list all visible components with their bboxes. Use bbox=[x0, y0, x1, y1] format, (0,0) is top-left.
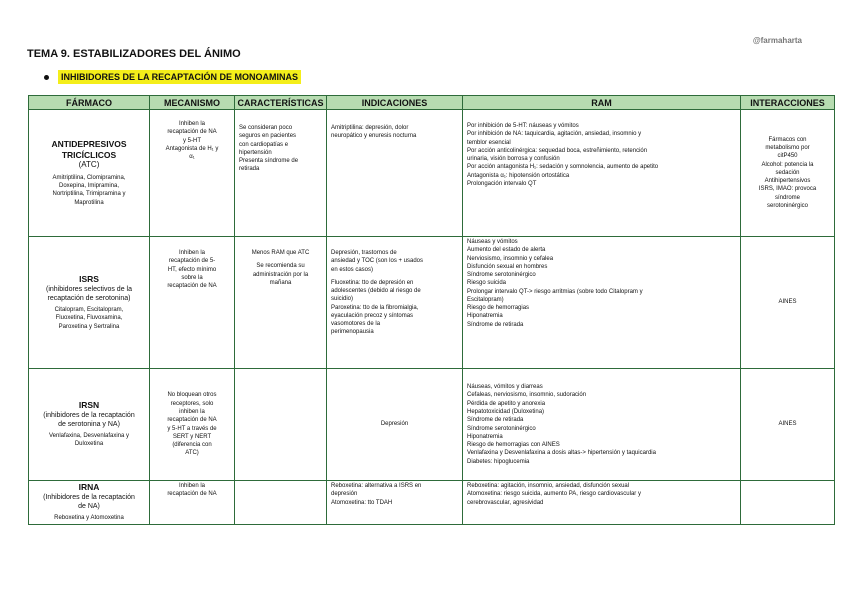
page-title: TEMA 9. ESTABILIZADORES DEL ÁNIMO bbox=[27, 48, 241, 60]
mecanismo-line: α₁ bbox=[189, 154, 195, 161]
cell-mecanismo bbox=[150, 110, 235, 237]
interacciones-line: sedación bbox=[775, 169, 800, 176]
ram-line: Hiponatremia bbox=[467, 433, 503, 440]
drug-list: Reboxetina y Atomoxetina bbox=[54, 515, 124, 522]
mecanismo-line: Inhiben la bbox=[178, 121, 206, 127]
ram-line: urinaria, visión borrosa y confusión bbox=[467, 156, 560, 163]
interacciones-line: serotoninérgico bbox=[766, 202, 809, 209]
caracteristicas-line: Menos RAM que ATC bbox=[251, 250, 310, 256]
cell-caracteristicas bbox=[235, 481, 327, 525]
cell-farmaco bbox=[29, 110, 150, 237]
ram-line: Nerviosismo, insomnio y cefalea bbox=[467, 255, 554, 262]
indicaciones-line: Depresión bbox=[380, 421, 409, 428]
indicaciones-line: depresión bbox=[331, 491, 358, 498]
ram-line: Cefaleas, nerviosismo, insomnio, sudoración bbox=[467, 392, 587, 399]
cell-interacciones bbox=[741, 110, 835, 237]
cell-caracteristicas bbox=[235, 237, 327, 369]
cell-mecanismo bbox=[150, 369, 235, 481]
ram-line: Síndrome serotoninérgico bbox=[467, 272, 536, 279]
ram-line: Antagonista α₁: hipotensión ortostática bbox=[467, 172, 570, 179]
cell-ram bbox=[463, 110, 741, 237]
cell-mecanismo bbox=[150, 481, 235, 525]
cell-farmaco bbox=[29, 369, 150, 481]
indicaciones-line: eyaculación precoz y síntomas bbox=[331, 312, 414, 319]
caracteristicas-line: Presenta síndrome de bbox=[239, 158, 299, 165]
author-handle: @farmaharta bbox=[752, 36, 802, 45]
ram-line: Síndrome serotoninérgico bbox=[467, 425, 536, 432]
cell-indicaciones bbox=[327, 369, 463, 481]
section-heading bbox=[44, 70, 301, 84]
indicaciones-line: Paroxetina: tto de la fibromialgia, bbox=[331, 304, 419, 311]
interacciones-line: AINES bbox=[778, 421, 797, 428]
monoamine-table bbox=[28, 95, 835, 525]
drug-list: Amitriptilina, Clomipramina, Doxepina, Imipramina, Nortriptilina, Trimipramina y Maprotilina bbox=[52, 174, 126, 206]
cell-farmaco bbox=[29, 237, 150, 369]
cell-indicaciones bbox=[327, 481, 463, 525]
indicaciones-line: Amitriptilina: depresión, dolor bbox=[331, 125, 409, 131]
ram-line: Prolongación intervalo QT bbox=[467, 180, 537, 187]
mecanismo-line: recaptación de NA bbox=[167, 491, 217, 498]
indicaciones-line: adolescentes (debido al riesgo de bbox=[331, 288, 421, 295]
section-title: INHIBIDORES DE LA RECAPTACIÓN DE MONOAMINAS bbox=[58, 70, 301, 84]
ram-line: Diabetes: hipoglucemia bbox=[467, 458, 530, 465]
ram-line: Hiponatremia bbox=[467, 313, 503, 320]
cell-indicaciones bbox=[327, 237, 463, 369]
ram-line: Venlafaxina y Desvenlafaxina a dosis altas-> hipertensión y taquicardia bbox=[467, 450, 656, 457]
mecanismo-line: receptores, solo bbox=[170, 400, 214, 407]
interacciones-line: Alcohol: potencia la bbox=[761, 161, 814, 168]
interacciones-line: Antihipertensivos bbox=[764, 178, 811, 185]
ram-line: Atomoxetina: riesgo suicida, aumento PA, riesgo cardiovascular y bbox=[467, 491, 641, 498]
interacciones-line: síndrome bbox=[774, 194, 800, 201]
mecanismo-line: recaptación de NA bbox=[167, 283, 217, 290]
drug-class-name: IRNA bbox=[78, 482, 100, 493]
ram-line: Por acción antagonista H₁: sedación y somnolencia, aumento de apetito bbox=[467, 164, 659, 171]
caracteristicas-line: con cardiopatías e bbox=[239, 141, 289, 148]
drug-list: Citalopram, Escitalopram, Fluoxetina, Fluvoxamina, Paroxetina y Sertralina bbox=[54, 306, 124, 330]
ram-line: Síndrome de retirada bbox=[467, 321, 524, 328]
caracteristicas-line: retirada bbox=[239, 166, 260, 173]
ram-line: Prolongar intervalo QT-> riesgo arritmias (sobre todo Citalopram y bbox=[467, 288, 643, 295]
ram-line: Riesgo de hemorragias con AINES bbox=[467, 442, 560, 449]
interacciones-line: Fármacos con bbox=[768, 136, 807, 143]
mecanismo-line: recaptación de NA bbox=[167, 129, 217, 136]
cell-ram bbox=[463, 237, 741, 369]
mecanismo-line: SERT y NERT bbox=[172, 433, 212, 440]
cell-indicaciones bbox=[327, 110, 463, 237]
interacciones-line: ISRS, IMAO: provoca bbox=[758, 186, 817, 193]
cell-interacciones bbox=[741, 369, 835, 481]
interacciones-line: AINES bbox=[778, 299, 797, 306]
ram-line: Pérdida de apetito y anorexia bbox=[467, 400, 546, 407]
ram-line: Escitalopram) bbox=[467, 296, 504, 303]
header-caracteristicas: CARACTERÍSTICAS bbox=[235, 96, 327, 110]
caracteristicas-line: seguros en pacientes bbox=[239, 133, 297, 140]
mecanismo-line: Antagonista de H₁ y bbox=[165, 145, 219, 152]
ram-line: Hepatotoxicidad (Duloxetina) bbox=[467, 408, 545, 415]
table-header-row bbox=[29, 96, 835, 110]
mecanismo-line: Inhiben la bbox=[178, 483, 206, 489]
table-row bbox=[29, 237, 835, 369]
ram-line: temblor esencial bbox=[467, 139, 511, 146]
drug-class-abbr: (ATC) bbox=[78, 160, 100, 170]
ram-line: cerebrovascular, agresividad bbox=[467, 499, 544, 506]
cell-interacciones bbox=[741, 237, 835, 369]
ram-line: Por acción anticolinérgica: sequedad boca, estreñimiento, retención bbox=[467, 147, 648, 154]
drug-class-name: ISRS bbox=[79, 274, 99, 284]
caracteristicas-line: administración por la bbox=[252, 271, 309, 278]
table-row bbox=[29, 369, 835, 481]
indicaciones-line: vasomotores de la bbox=[331, 321, 381, 328]
header-indicaciones: INDICACIONES bbox=[327, 96, 463, 110]
ram-line: Disfunción sexual en hombres bbox=[467, 263, 548, 270]
drug-class-description: (Inhibidores de la recaptación de NA) bbox=[43, 494, 135, 511]
interacciones-line: metabolismo por bbox=[765, 145, 810, 152]
cell-mecanismo bbox=[150, 237, 235, 369]
ram-line: Por inhibición de NA: taquicardia, agitación, ansiedad, insomnio y bbox=[467, 131, 642, 138]
caracteristicas-line: Se consideran poco bbox=[239, 125, 293, 131]
cell-interacciones bbox=[741, 481, 835, 525]
mecanismo-line: HT, efecto mínimo bbox=[167, 266, 217, 273]
cell-farmaco bbox=[29, 481, 150, 525]
ram-line: Náuseas y vómitos bbox=[467, 239, 518, 245]
drug-class-description: (inhibidores de la recaptación de serotonina y NA) bbox=[43, 411, 135, 428]
indicaciones-line: perimenopausia bbox=[331, 329, 374, 336]
header-mecanismo: MECANISMO bbox=[150, 96, 235, 110]
indicaciones-line: Atomoxetina: tto TDAH bbox=[331, 499, 393, 506]
mecanismo-line: y 5-HT bbox=[183, 137, 201, 144]
drug-list: Venlafaxina, Desvenlafaxina y Duloxetina bbox=[48, 433, 130, 448]
mecanismo-line: ATC) bbox=[185, 450, 199, 457]
ram-line: Náuseas, vómitos y diarreas bbox=[467, 384, 543, 391]
header-interacciones: INTERACCIONES bbox=[741, 96, 835, 110]
indicaciones-line: Depresión, trastornos de bbox=[331, 250, 397, 256]
caracteristicas-line: hipertensión bbox=[239, 149, 272, 156]
drug-class-description: (inhibidores selectivos de la recaptación de serotonina) bbox=[46, 285, 132, 302]
mecanismo-line: y 5-HT a través de bbox=[167, 425, 217, 432]
caracteristicas-line: mañana bbox=[269, 279, 292, 286]
mecanismo-line: Inhiben la bbox=[178, 250, 206, 256]
cell-ram bbox=[463, 481, 741, 525]
indicaciones-line: en estos casos) bbox=[331, 266, 374, 273]
indicaciones-line: Reboxetina: alternativa a ISRS en bbox=[331, 483, 422, 489]
mecanismo-line: recaptación de 5- bbox=[168, 258, 216, 265]
drug-class-name: ANTIDEPRESIVOS TRICÍCLICOS bbox=[51, 138, 127, 160]
mecanismo-line: No bloquean otros bbox=[167, 392, 217, 399]
ram-line: Aumento del estado de alerta bbox=[467, 247, 546, 254]
indicaciones-line: suicidio) bbox=[331, 296, 354, 303]
indicaciones-line: Fluoxetina: tto de depresión en bbox=[331, 279, 414, 286]
mecanismo-line: sobre la bbox=[181, 274, 203, 281]
ram-line: Síndrome de retirada bbox=[467, 417, 524, 424]
interacciones-line: citP450 bbox=[777, 153, 798, 160]
ram-line: Reboxetina: agitación, insomnio, ansiedad, disfunción sexual bbox=[467, 483, 630, 489]
indicaciones-line: neuropático y enuresis nocturna bbox=[331, 133, 417, 140]
mecanismo-line: inhiben la bbox=[179, 408, 205, 415]
mecanismo-line: (diferencia con bbox=[172, 442, 212, 449]
drug-class-name: IRSN bbox=[78, 400, 100, 411]
cell-caracteristicas bbox=[235, 110, 327, 237]
ram-line: Riesgo de hemorragias bbox=[467, 305, 530, 312]
header-farmaco: FÁRMACO bbox=[29, 96, 150, 110]
cell-caracteristicas bbox=[235, 369, 327, 481]
ram-line: Riesgo suicida bbox=[467, 280, 507, 287]
table-row bbox=[29, 110, 835, 237]
caracteristicas-line: Se recomienda su bbox=[256, 263, 305, 270]
ram-line: Por inhibición de 5-HT: náuseas y vómitos bbox=[467, 123, 579, 129]
cell-ram bbox=[463, 369, 741, 481]
table-row bbox=[29, 481, 835, 525]
header-ram: RAM bbox=[463, 96, 741, 110]
mecanismo-line: recaptación de NA bbox=[167, 417, 217, 424]
bullet-icon bbox=[44, 75, 49, 80]
indicaciones-line: ansiedad y TOC (son los + usados bbox=[331, 258, 423, 265]
